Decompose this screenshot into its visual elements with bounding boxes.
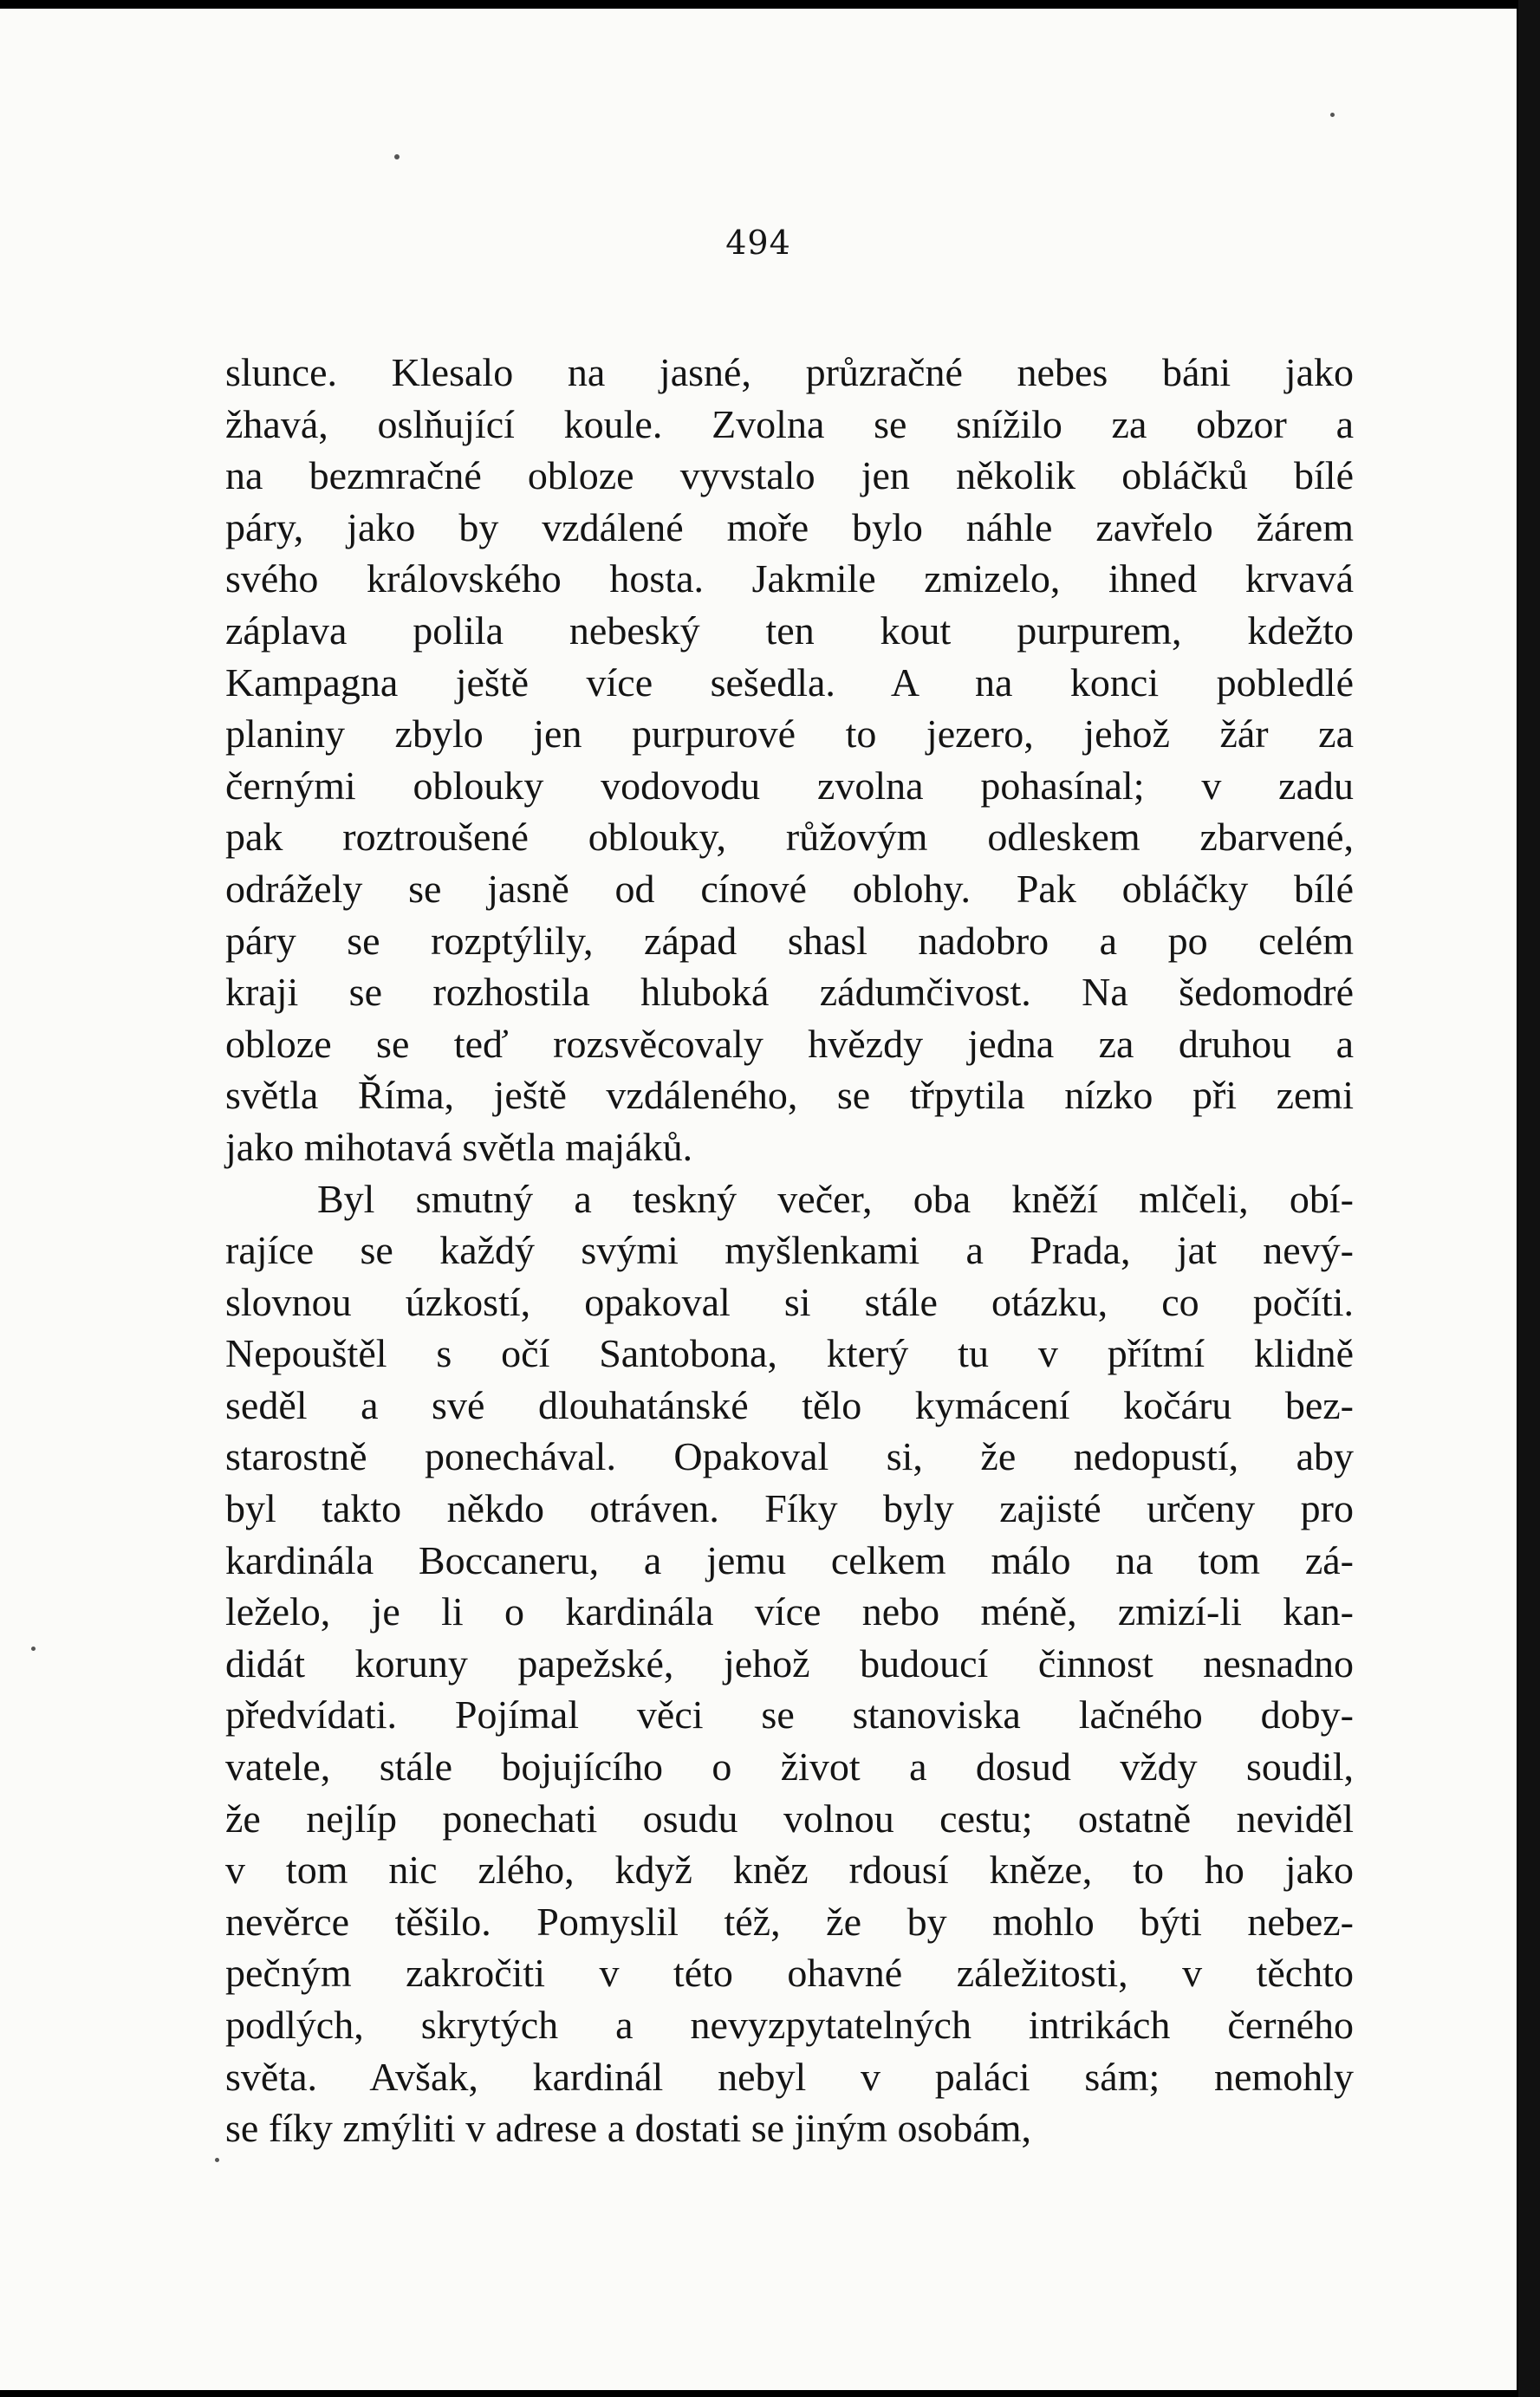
text-line: jako mihotavá světla majáků. [225, 1124, 693, 1169]
text-line: černými oblouky vodovodu zvolna pohasínal; v zadu [225, 763, 1354, 808]
page-number: 494 [725, 224, 791, 262]
text-line: že nejlíp ponechati osudu volnou cestu; ostatně neviděl [225, 1796, 1354, 1841]
body-text [225, 347, 1354, 2154]
text-line: obloze se teď rozsvěcovaly hvězdy jedna za druhou a [225, 1021, 1354, 1066]
text-line: vatele, stále bojujícího o život a dosud vždy soudil, [225, 1744, 1354, 1790]
text-line: leželo, je li o kardinála více nebo méně, zmizí-li kan- [225, 1589, 1354, 1634]
text-line: Nepouštěl s očí Santobona, který tu v přítmí klidně [225, 1331, 1354, 1376]
text-line: světla Říma, ještě vzdáleného, se třpytila nízko při zemi [225, 1073, 1354, 1118]
text-line: rajíce se každý svými myšlenkami a Prada, jat nevý- [225, 1228, 1354, 1273]
text-line: didát koruny papežské, jehož budoucí činnost nesnadno [225, 1640, 1354, 1686]
text-line: odrážely se jasně od cínové oblohy. Pak obláčky bílé [225, 866, 1354, 911]
text-line: planiny zbylo jen purpurové to jezero, jehož žár za [225, 711, 1354, 757]
text-line: páry se rozptýlily, západ shasl nadobro a po celém [225, 918, 1354, 963]
text-line: byl takto někdo otráven. Fíky byly zajisté určeny pro [225, 1486, 1354, 1531]
text-line: předvídati. Pojímal věci se stanoviska lačného doby- [225, 1692, 1354, 1738]
text-line: slunce. Klesalo na jasné, průzračné nebes báni jako [225, 350, 1354, 394]
text-line: pečným zakročiti v této ohavné záležitosti, v těchto [225, 1951, 1354, 1996]
text-line: kraji se rozhostila hluboká zádumčivost. Na šedomodré [225, 970, 1354, 1015]
text-line: slovnou úzkostí, opakoval si stále otázku, co počíti. [225, 1279, 1354, 1324]
paper-speck [215, 2158, 219, 2162]
scan-edge [1518, 0, 1540, 2397]
paper-speck [1330, 113, 1335, 117]
text-line: podlých, skrytých a nevyzpytatelných intrikách černého [225, 2003, 1354, 2047]
text-line: nevěrce těšilo. Pomyslil též, že by mohlo býti nebez- [225, 1899, 1354, 1944]
text-line: seděl a své dlouhatánské tělo kymácení kočáru bez- [225, 1382, 1354, 1427]
text-line: svého královského hosta. Jakmile zmizelo, ihned krvavá [225, 556, 1354, 601]
text-line: pak roztroušené oblouky, růžovým odleskem zbarvené, [225, 815, 1354, 860]
text-line: na bezmračné obloze vyvstalo jen několik obláčků bílé [225, 453, 1354, 498]
text-line: kardinála Boccaneru, a jemu celkem málo na tom zá- [225, 1537, 1354, 1582]
text-line: světa. Avšak, kardinál nebyl v paláci sám; nemohly [225, 2054, 1354, 2099]
text-line: Byl smutný a teskný večer, oba kněží mlčeli, obí- [317, 1176, 1354, 1221]
text-line: v tom nic zlého, když kněz rdousí kněze, to ho jako [225, 1848, 1354, 1893]
paper-speck [31, 1647, 36, 1651]
text-line: starostně ponechával. Opakoval si, že nedopustí, aby [225, 1434, 1354, 1479]
text-line: žhavá, oslňující koule. Zvolna se snížilo za obzor a [225, 401, 1354, 446]
text-line: Kampagna ještě více sešedla. A na konci pobledlé [225, 659, 1354, 705]
text-line: se fíky zmýliti v adrese a dostati se jiným osobám, [225, 2106, 1032, 2151]
book-page [0, 9, 1517, 2390]
text-line: záplava polila nebeský ten kout purpurem, kdežto [225, 607, 1354, 653]
text-line: páry, jako by vzdálené moře bylo náhle zavřelo žárem [225, 504, 1354, 549]
paper-speck [394, 154, 400, 159]
